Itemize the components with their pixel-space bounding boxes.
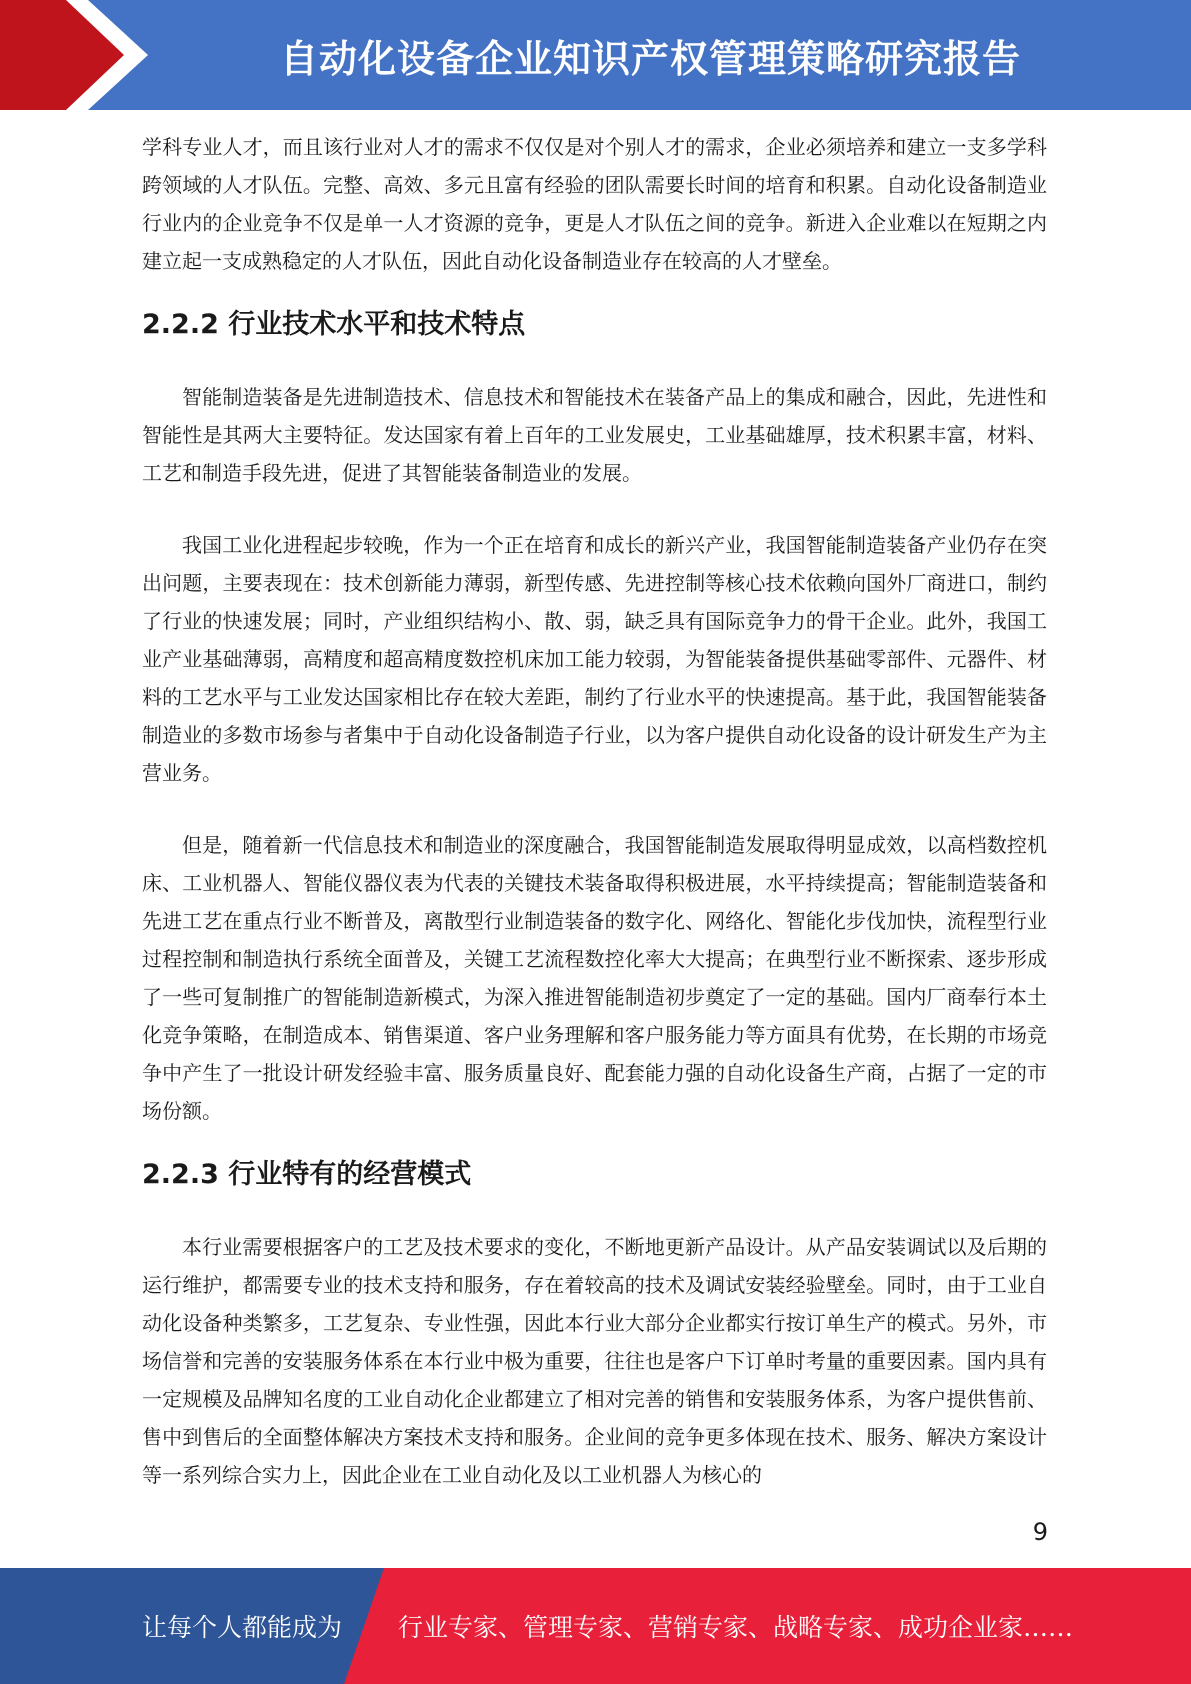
intro-paragraph: 学科专业人才，而且该行业对人才的需求不仅仅是对个别人才的需求，企业必须培养和建立一支多学科跨领域的人才队伍。完整、高效、多元且富有经验的团队需要长时间的培育和积累。自动化设备制造业行业内的企业竞争不仅是单一人才资源的竞争，更是人才队伍之间的竞争。新进入企业难以在短期之内建立起一支成熟稳定的人才队伍，因此自动化设备制造业存在较高的人才壁垒。 [142, 135, 1047, 273]
paragraph-2-2-2-2: 我国工业化进程起步较晚，作为一个正在培育和成长的新兴产业，我国智能制造装备产业仍存在突出问题，主要表现在：技术创新能力薄弱，新型传感、先进控制等核心技术依赖向国外厂商进口，制约了行业的快速发展；同时，产业组织结构小、散、弱，缺乏具有国际竞争力的骨干企业。此外，我国工业产业基础薄弱，高精度和超高精度数控机床加工能力较弱，为智能装备提供基础零部件、元器件、材料的工艺水平与工业发达国家相比存在较大差距，制约了行业水平的快速提高。基于此，我国智能装备制造业的多数市场参与者集中于自动化设备制造子行业，以为客户提供自动化设备的设计研发生产为主营业务。 [142, 533, 1047, 785]
document-body [142, 128, 1047, 1494]
section-heading-2-2-3: 2.2.3 行业特有的经营模式 [142, 1159, 472, 1190]
paragraph-2-2-3-1: 本行业需要根据客户的工艺及技术要求的变化，不断地更新产品设计。从产品安装调试以及后期的运行维护，都需要专业的技术支持和服务，存在着较高的技术及调试安装经验壁垒。同时，由于工业自动化设备种类繁多，工艺复杂、专业性强，因此本行业大部分企业都实行按订单生产的模式。另外，市场信誉和完善的安装服务体系在本行业中极为重要，往往也是客户下订单时考量的重要因素。国内具有一定规模及品牌知名度的工业自动化企业都建立了相对完善的销售和安装服务体系，为客户提供售前、售中到售后的全面整体解决方案技术支持和服务。企业间的竞争更多体现在技术、服务、解决方案设计等一系列综合实力上，因此企业在工业自动化及以工业机器人为核心的 [142, 1235, 1047, 1487]
paragraph-2-2-2-3: 但是，随着新一代信息技术和制造业的深度融合，我国智能制造发展取得明显成效，以高档数控机床、工业机器人、智能仪器仪表为代表的关键技术装备取得积极进展，水平持续提高；智能制造装备和先进工艺在重点行业不断普及，离散型行业制造装备的数字化、网络化、智能化步伐加快，流程型行业过程控制和制造执行系统全面普及，关键工艺流程数控化率大大提高；在典型行业不断探索、逐步形成了一些可复制推广的智能制造新模式，为深入推进智能制造初步奠定了一定的基础。国内厂商奉行本土化竞争策略，在制造成本、销售渠道、客户业务理解和客户服务能力等方面具有优势，在长期的市场竞争中产生了一批设计研发经验丰富、服务质量良好、配套能力强的自动化设备生产商，占据了一定的市场份额。 [142, 833, 1047, 1123]
section-heading-2-2-2: 2.2.2 行业技术水平和技术特点 [142, 309, 526, 340]
footer-slogan-left: 让每个人都能成为 [142, 1613, 343, 1642]
footer-slogan-right: 行业专家、管理专家、营销专家、战略专家、成功企业家…… [398, 1613, 1074, 1642]
page-footer [0, 1568, 1191, 1684]
report-title: 自动化设备企业知识产权管理策略研究报告 [279, 36, 1021, 81]
page-number: 9 [1032, 1518, 1048, 1546]
paragraph-2-2-2-1: 智能制造装备是先进制造技术、信息技术和智能技术在装备产品上的集成和融合，因此，先进性和智能性是其两大主要特征。发达国家有着上百年的工业发展史，工业基础雄厚，技术积累丰富，材料、工艺和制造手段先进，促进了其智能装备制造业的发展。 [142, 385, 1047, 485]
page-header [0, 0, 1191, 110]
